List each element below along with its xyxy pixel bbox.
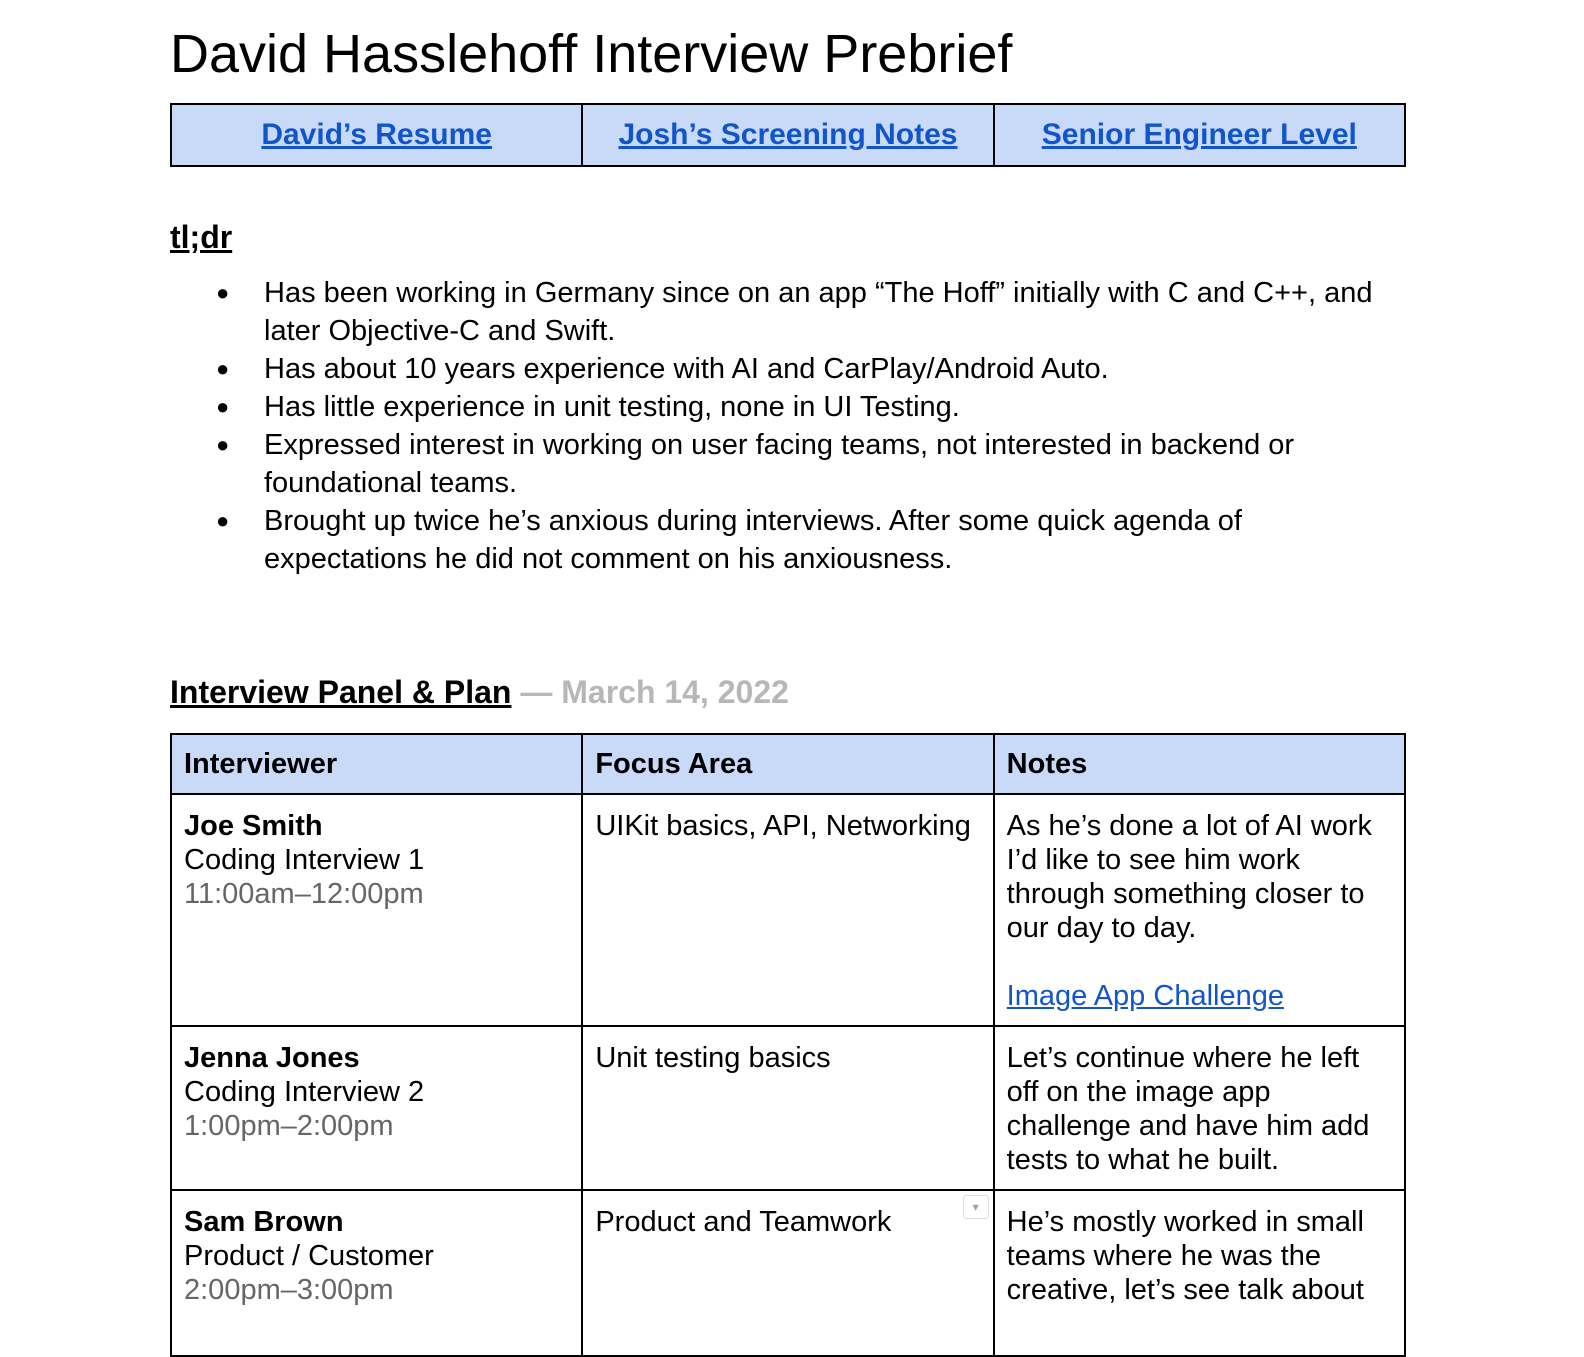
quick-links-row	[171, 104, 1405, 166]
tldr-list	[170, 274, 1406, 578]
quick-link-cell	[994, 104, 1405, 166]
tldr-item	[170, 350, 1406, 388]
tldr-item	[170, 274, 1406, 350]
notes-text: As he’s done a lot of AI work I’d like to see him work through something closer to our day to day.	[1006, 810, 1373, 944]
bullet-icon: ●	[216, 508, 230, 533]
tldr-heading-text: tl;dr	[170, 219, 233, 255]
tldr-item-text: Has been working in Germany since on an app “The Hoff” initially with C and C++, and later Objective-C and Swift.	[264, 277, 1373, 347]
tldr-item	[170, 426, 1406, 502]
engineer-level-link[interactable]: Senior Engineer Level	[1041, 118, 1357, 151]
interviewer-cell[interactable]	[171, 1190, 582, 1356]
table-row	[171, 1190, 1405, 1356]
interviewer-cell[interactable]	[171, 1026, 582, 1190]
panel-date: — March 14, 2022	[511, 674, 789, 710]
quick-link-cell	[171, 104, 582, 166]
interview-time: 2:00pm–3:00pm	[184, 1274, 394, 1306]
table-row	[171, 1026, 1405, 1190]
notes-text: Let’s continue where he left off on the image app challenge and have him add tests to what he built.	[1006, 1042, 1370, 1176]
tldr-item	[170, 388, 1406, 426]
focus-area-cell[interactable]	[582, 794, 993, 1026]
tldr-item-text: Expressed interest in working on user facing teams, not interested in backend or foundational teams.	[264, 429, 1295, 499]
tldr-item-text: Has about 10 years experience with AI and CarPlay/Android Auto.	[264, 353, 1109, 385]
interviewer-cell[interactable]	[171, 794, 582, 1026]
notes-cell[interactable]	[994, 1026, 1405, 1190]
quick-links-table	[170, 103, 1406, 167]
column-header-notes: Notes	[994, 734, 1405, 794]
bullet-icon: ●	[216, 432, 230, 457]
focus-area-text: Product and Teamwork	[595, 1206, 892, 1238]
interviewer-name: Sam Brown	[184, 1206, 344, 1238]
quick-link-cell	[582, 104, 993, 166]
screening-notes-link[interactable]: Josh’s Screening Notes	[618, 118, 958, 151]
interview-type: Coding Interview 1	[184, 844, 425, 876]
notes-text: He’s mostly worked in small teams where he was the creative, let’s see talk about	[1006, 1206, 1364, 1306]
notes-cell[interactable]	[994, 1190, 1405, 1356]
focus-area-cell[interactable]	[582, 1190, 993, 1356]
panel-heading	[170, 672, 789, 712]
resume-link[interactable]: David’s Resume	[261, 118, 492, 151]
notes-cell[interactable]	[994, 794, 1405, 1026]
table-header-row	[171, 734, 1405, 794]
interview-type: Product / Customer	[184, 1240, 434, 1272]
bullet-icon: ●	[216, 394, 230, 419]
interview-plan-table	[170, 733, 1406, 1357]
bullet-icon: ●	[216, 280, 230, 305]
tldr-heading	[170, 217, 232, 257]
tldr-item	[170, 502, 1406, 578]
interview-time: 11:00am–12:00pm	[184, 878, 424, 910]
focus-area-text: Unit testing basics	[595, 1042, 831, 1074]
table-row	[171, 794, 1405, 1026]
chevron-down-icon[interactable]: ▾	[963, 1195, 989, 1219]
interview-type: Coding Interview 2	[184, 1076, 425, 1108]
bullet-icon: ●	[216, 356, 230, 381]
focus-area-cell[interactable]	[582, 1026, 993, 1190]
column-header-interviewer: Interviewer	[171, 734, 582, 794]
interviewer-name: Joe Smith	[184, 810, 323, 842]
interviewer-name: Jenna Jones	[184, 1042, 360, 1074]
column-header-focus-area: Focus Area	[582, 734, 993, 794]
document-title: David Hasslehoff Interview Prebrief	[170, 24, 1013, 84]
interview-time: 1:00pm–2:00pm	[184, 1110, 394, 1142]
tldr-item-text: Brought up twice he’s anxious during interviews. After some quick agenda of expectations he did not comment on his anxiousness.	[264, 505, 1242, 575]
panel-heading-text: Interview Panel & Plan	[170, 674, 512, 710]
focus-area-text: UIKit basics, API, Networking	[595, 810, 971, 842]
image-app-challenge-link[interactable]: Image App Challenge	[1006, 980, 1284, 1012]
tldr-item-text: Has little experience in unit testing, none in UI Testing.	[264, 391, 960, 423]
